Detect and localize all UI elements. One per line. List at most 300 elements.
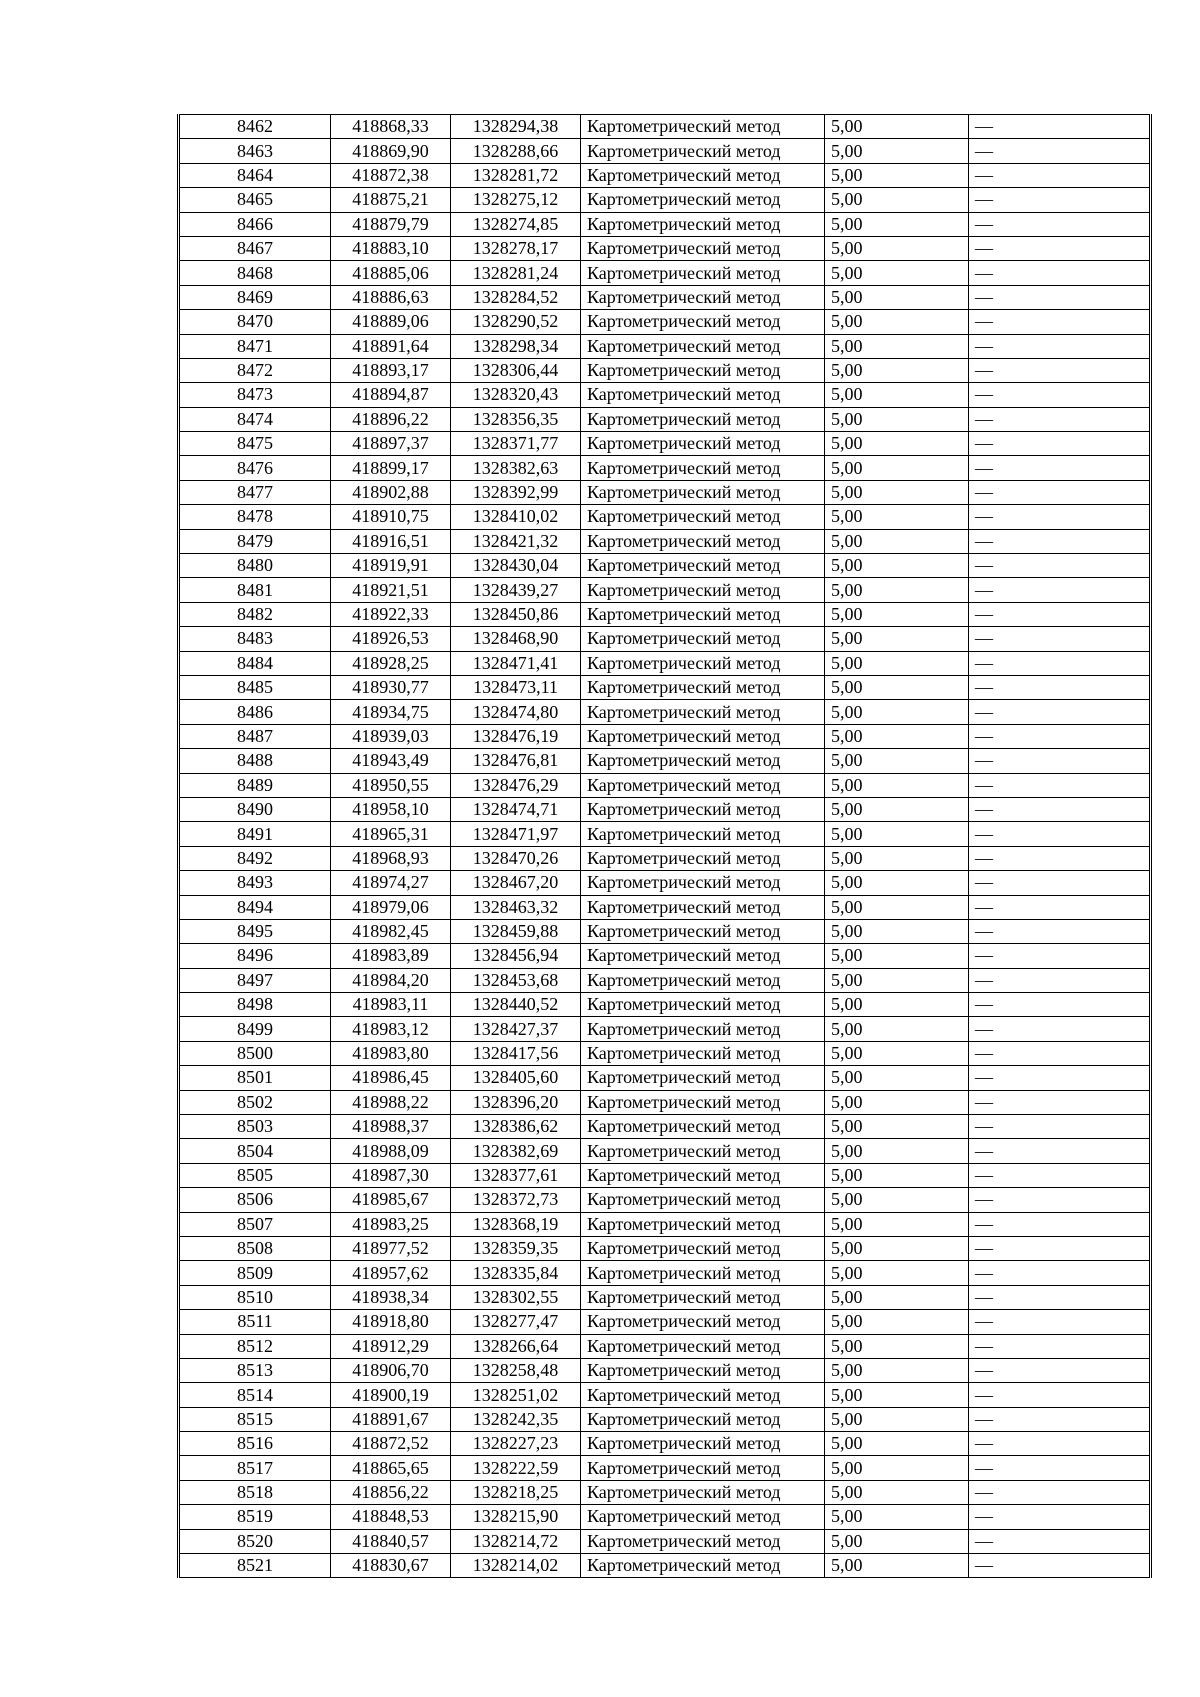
table-row bbox=[179, 724, 1151, 748]
description-cell: — bbox=[969, 1432, 1151, 1456]
x-coordinate-cell: 418910,75 bbox=[331, 505, 451, 529]
point-number-cell: 8496 bbox=[179, 944, 331, 968]
description-cell: — bbox=[969, 1529, 1151, 1553]
table-row bbox=[179, 432, 1151, 456]
precision-cell: 5,00 bbox=[825, 432, 969, 456]
point-number-cell: 8463 bbox=[179, 139, 331, 163]
method-cell: Картометрический метод bbox=[581, 139, 825, 163]
point-number-cell: 8495 bbox=[179, 919, 331, 943]
table-row bbox=[179, 212, 1151, 236]
point-number-cell: 8477 bbox=[179, 480, 331, 504]
method-cell: Картометрический метод bbox=[581, 1066, 825, 1090]
table-row bbox=[179, 968, 1151, 992]
point-number-cell: 8486 bbox=[179, 700, 331, 724]
table-row bbox=[179, 1480, 1151, 1504]
x-coordinate-cell: 418921,51 bbox=[331, 578, 451, 602]
y-coordinate-cell: 1328320,43 bbox=[451, 383, 581, 407]
method-cell: Картометрический метод bbox=[581, 236, 825, 260]
method-cell: Картометрический метод bbox=[581, 749, 825, 773]
y-coordinate-cell: 1328215,90 bbox=[451, 1505, 581, 1529]
description-cell: — bbox=[969, 871, 1151, 895]
precision-cell: 5,00 bbox=[825, 407, 969, 431]
description-cell: — bbox=[969, 1163, 1151, 1187]
method-cell: Картометрический метод bbox=[581, 993, 825, 1017]
table-row bbox=[179, 1212, 1151, 1236]
precision-cell: 5,00 bbox=[825, 602, 969, 626]
x-coordinate-cell: 418982,45 bbox=[331, 919, 451, 943]
point-number-cell: 8498 bbox=[179, 993, 331, 1017]
table-row bbox=[179, 871, 1151, 895]
x-coordinate-cell: 418926,53 bbox=[331, 627, 451, 651]
precision-cell: 5,00 bbox=[825, 1407, 969, 1431]
precision-cell: 5,00 bbox=[825, 188, 969, 212]
table-row bbox=[179, 310, 1151, 334]
description-cell: — bbox=[969, 1358, 1151, 1382]
precision-cell: 5,00 bbox=[825, 846, 969, 870]
x-coordinate-cell: 418919,91 bbox=[331, 554, 451, 578]
precision-cell: 5,00 bbox=[825, 334, 969, 358]
method-cell: Картометрический метод bbox=[581, 1554, 825, 1578]
precision-cell: 5,00 bbox=[825, 1115, 969, 1139]
x-coordinate-cell: 418868,33 bbox=[331, 115, 451, 139]
method-cell: Картометрический метод bbox=[581, 1432, 825, 1456]
description-cell: — bbox=[969, 358, 1151, 382]
precision-cell: 5,00 bbox=[825, 1310, 969, 1334]
point-number-cell: 8491 bbox=[179, 822, 331, 846]
description-cell: — bbox=[969, 1066, 1151, 1090]
description-cell: — bbox=[969, 651, 1151, 675]
y-coordinate-cell: 1328471,41 bbox=[451, 651, 581, 675]
point-number-cell: 8494 bbox=[179, 895, 331, 919]
precision-cell: 5,00 bbox=[825, 1066, 969, 1090]
method-cell: Картометрический метод bbox=[581, 968, 825, 992]
point-number-cell: 8485 bbox=[179, 675, 331, 699]
y-coordinate-cell: 1328218,25 bbox=[451, 1480, 581, 1504]
point-number-cell: 8468 bbox=[179, 261, 331, 285]
y-coordinate-cell: 1328281,72 bbox=[451, 163, 581, 187]
method-cell: Картометрический метод bbox=[581, 480, 825, 504]
y-coordinate-cell: 1328275,12 bbox=[451, 188, 581, 212]
x-coordinate-cell: 418900,19 bbox=[331, 1383, 451, 1407]
table-row bbox=[179, 1090, 1151, 1114]
description-cell: — bbox=[969, 1139, 1151, 1163]
y-coordinate-cell: 1328288,66 bbox=[451, 139, 581, 163]
y-coordinate-cell: 1328473,11 bbox=[451, 675, 581, 699]
x-coordinate-cell: 418987,30 bbox=[331, 1163, 451, 1187]
method-cell: Картометрический метод bbox=[581, 1334, 825, 1358]
table-row bbox=[179, 1139, 1151, 1163]
description-cell: — bbox=[969, 432, 1151, 456]
point-number-cell: 8507 bbox=[179, 1212, 331, 1236]
description-cell: — bbox=[969, 797, 1151, 821]
method-cell: Картометрический метод bbox=[581, 651, 825, 675]
method-cell: Картометрический метод bbox=[581, 1407, 825, 1431]
method-cell: Картометрический метод bbox=[581, 1090, 825, 1114]
precision-cell: 5,00 bbox=[825, 822, 969, 846]
table-row bbox=[179, 236, 1151, 260]
description-cell: — bbox=[969, 602, 1151, 626]
description-cell: — bbox=[969, 480, 1151, 504]
point-number-cell: 8478 bbox=[179, 505, 331, 529]
point-number-cell: 8474 bbox=[179, 407, 331, 431]
precision-cell: 5,00 bbox=[825, 1139, 969, 1163]
point-number-cell: 8502 bbox=[179, 1090, 331, 1114]
y-coordinate-cell: 1328382,63 bbox=[451, 456, 581, 480]
x-coordinate-cell: 418840,57 bbox=[331, 1529, 451, 1553]
table-row bbox=[179, 1163, 1151, 1187]
point-number-cell: 8511 bbox=[179, 1310, 331, 1334]
method-cell: Картометрический метод bbox=[581, 1456, 825, 1480]
table-row bbox=[179, 651, 1151, 675]
point-number-cell: 8521 bbox=[179, 1554, 331, 1578]
method-cell: Картометрический метод bbox=[581, 432, 825, 456]
x-coordinate-cell: 418943,49 bbox=[331, 749, 451, 773]
x-coordinate-cell: 418865,65 bbox=[331, 1456, 451, 1480]
point-number-cell: 8497 bbox=[179, 968, 331, 992]
table-row bbox=[179, 895, 1151, 919]
y-coordinate-cell: 1328392,99 bbox=[451, 480, 581, 504]
precision-cell: 5,00 bbox=[825, 797, 969, 821]
coordinates-table-body bbox=[179, 115, 1151, 1578]
precision-cell: 5,00 bbox=[825, 578, 969, 602]
precision-cell: 5,00 bbox=[825, 675, 969, 699]
y-coordinate-cell: 1328294,38 bbox=[451, 115, 581, 139]
point-number-cell: 8484 bbox=[179, 651, 331, 675]
description-cell: — bbox=[969, 1407, 1151, 1431]
x-coordinate-cell: 418950,55 bbox=[331, 773, 451, 797]
point-number-cell: 8518 bbox=[179, 1480, 331, 1504]
description-cell: — bbox=[969, 1236, 1151, 1260]
x-coordinate-cell: 418883,10 bbox=[331, 236, 451, 260]
precision-cell: 5,00 bbox=[825, 1236, 969, 1260]
method-cell: Картометрический метод bbox=[581, 1480, 825, 1504]
table-row bbox=[179, 1310, 1151, 1334]
method-cell: Картометрический метод bbox=[581, 554, 825, 578]
precision-cell: 5,00 bbox=[825, 700, 969, 724]
description-cell: — bbox=[969, 529, 1151, 553]
point-number-cell: 8465 bbox=[179, 188, 331, 212]
x-coordinate-cell: 418891,67 bbox=[331, 1407, 451, 1431]
point-number-cell: 8500 bbox=[179, 1041, 331, 1065]
point-number-cell: 8503 bbox=[179, 1115, 331, 1139]
method-cell: Картометрический метод bbox=[581, 1041, 825, 1065]
precision-cell: 5,00 bbox=[825, 480, 969, 504]
precision-cell: 5,00 bbox=[825, 1090, 969, 1114]
method-cell: Картометрический метод bbox=[581, 383, 825, 407]
y-coordinate-cell: 1328467,20 bbox=[451, 871, 581, 895]
precision-cell: 5,00 bbox=[825, 993, 969, 1017]
point-number-cell: 8480 bbox=[179, 554, 331, 578]
point-number-cell: 8475 bbox=[179, 432, 331, 456]
y-coordinate-cell: 1328222,59 bbox=[451, 1456, 581, 1480]
description-cell: — bbox=[969, 1212, 1151, 1236]
description-cell: — bbox=[969, 285, 1151, 309]
point-number-cell: 8473 bbox=[179, 383, 331, 407]
x-coordinate-cell: 418983,11 bbox=[331, 993, 451, 1017]
table-row bbox=[179, 773, 1151, 797]
y-coordinate-cell: 1328476,29 bbox=[451, 773, 581, 797]
table-row bbox=[179, 1383, 1151, 1407]
description-cell: — bbox=[969, 749, 1151, 773]
table-row bbox=[179, 285, 1151, 309]
precision-cell: 5,00 bbox=[825, 1334, 969, 1358]
x-coordinate-cell: 418988,09 bbox=[331, 1139, 451, 1163]
precision-cell: 5,00 bbox=[825, 1358, 969, 1382]
description-cell: — bbox=[969, 627, 1151, 651]
table-row bbox=[179, 1115, 1151, 1139]
description-cell: — bbox=[969, 310, 1151, 334]
method-cell: Картометрический метод bbox=[581, 1017, 825, 1041]
method-cell: Картометрический метод bbox=[581, 212, 825, 236]
description-cell: — bbox=[969, 919, 1151, 943]
description-cell: — bbox=[969, 554, 1151, 578]
y-coordinate-cell: 1328471,97 bbox=[451, 822, 581, 846]
precision-cell: 5,00 bbox=[825, 1285, 969, 1309]
method-cell: Картометрический метод bbox=[581, 358, 825, 382]
x-coordinate-cell: 418902,88 bbox=[331, 480, 451, 504]
y-coordinate-cell: 1328410,02 bbox=[451, 505, 581, 529]
precision-cell: 5,00 bbox=[825, 139, 969, 163]
y-coordinate-cell: 1328405,60 bbox=[451, 1066, 581, 1090]
precision-cell: 5,00 bbox=[825, 1529, 969, 1553]
method-cell: Картометрический метод bbox=[581, 505, 825, 529]
table-row bbox=[179, 529, 1151, 553]
method-cell: Картометрический метод bbox=[581, 163, 825, 187]
point-number-cell: 8467 bbox=[179, 236, 331, 260]
point-number-cell: 8515 bbox=[179, 1407, 331, 1431]
precision-cell: 5,00 bbox=[825, 627, 969, 651]
table-row bbox=[179, 505, 1151, 529]
precision-cell: 5,00 bbox=[825, 1383, 969, 1407]
precision-cell: 5,00 bbox=[825, 944, 969, 968]
x-coordinate-cell: 418934,75 bbox=[331, 700, 451, 724]
precision-cell: 5,00 bbox=[825, 383, 969, 407]
description-cell: — bbox=[969, 163, 1151, 187]
x-coordinate-cell: 418983,25 bbox=[331, 1212, 451, 1236]
description-cell: — bbox=[969, 383, 1151, 407]
x-coordinate-cell: 418899,17 bbox=[331, 456, 451, 480]
description-cell: — bbox=[969, 1334, 1151, 1358]
y-coordinate-cell: 1328372,73 bbox=[451, 1188, 581, 1212]
x-coordinate-cell: 418983,80 bbox=[331, 1041, 451, 1065]
x-coordinate-cell: 418986,45 bbox=[331, 1066, 451, 1090]
x-coordinate-cell: 418918,80 bbox=[331, 1310, 451, 1334]
point-number-cell: 8519 bbox=[179, 1505, 331, 1529]
y-coordinate-cell: 1328440,52 bbox=[451, 993, 581, 1017]
x-coordinate-cell: 418830,67 bbox=[331, 1554, 451, 1578]
y-coordinate-cell: 1328427,37 bbox=[451, 1017, 581, 1041]
x-coordinate-cell: 418897,37 bbox=[331, 432, 451, 456]
y-coordinate-cell: 1328474,80 bbox=[451, 700, 581, 724]
method-cell: Картометрический метод bbox=[581, 578, 825, 602]
description-cell: — bbox=[969, 212, 1151, 236]
description-cell: — bbox=[969, 675, 1151, 699]
point-number-cell: 8506 bbox=[179, 1188, 331, 1212]
precision-cell: 5,00 bbox=[825, 895, 969, 919]
description-cell: — bbox=[969, 944, 1151, 968]
point-number-cell: 8493 bbox=[179, 871, 331, 895]
precision-cell: 5,00 bbox=[825, 749, 969, 773]
y-coordinate-cell: 1328476,81 bbox=[451, 749, 581, 773]
y-coordinate-cell: 1328227,23 bbox=[451, 1432, 581, 1456]
method-cell: Картометрический метод bbox=[581, 797, 825, 821]
point-number-cell: 8520 bbox=[179, 1529, 331, 1553]
table-row bbox=[179, 554, 1151, 578]
y-coordinate-cell: 1328417,56 bbox=[451, 1041, 581, 1065]
precision-cell: 5,00 bbox=[825, 919, 969, 943]
precision-cell: 5,00 bbox=[825, 212, 969, 236]
y-coordinate-cell: 1328266,64 bbox=[451, 1334, 581, 1358]
y-coordinate-cell: 1328463,32 bbox=[451, 895, 581, 919]
point-number-cell: 8499 bbox=[179, 1017, 331, 1041]
precision-cell: 5,00 bbox=[825, 456, 969, 480]
precision-cell: 5,00 bbox=[825, 651, 969, 675]
table-row bbox=[179, 944, 1151, 968]
precision-cell: 5,00 bbox=[825, 1456, 969, 1480]
table-row bbox=[179, 1236, 1151, 1260]
x-coordinate-cell: 418984,20 bbox=[331, 968, 451, 992]
method-cell: Картометрический метод bbox=[581, 773, 825, 797]
y-coordinate-cell: 1328453,68 bbox=[451, 968, 581, 992]
x-coordinate-cell: 418889,06 bbox=[331, 310, 451, 334]
y-coordinate-cell: 1328459,88 bbox=[451, 919, 581, 943]
precision-cell: 5,00 bbox=[825, 310, 969, 334]
table-row bbox=[179, 749, 1151, 773]
method-cell: Картометрический метод bbox=[581, 285, 825, 309]
description-cell: — bbox=[969, 1115, 1151, 1139]
precision-cell: 5,00 bbox=[825, 724, 969, 748]
point-number-cell: 8501 bbox=[179, 1066, 331, 1090]
table-row bbox=[179, 1285, 1151, 1309]
method-cell: Картометрический метод bbox=[581, 115, 825, 139]
method-cell: Картометрический метод bbox=[581, 334, 825, 358]
precision-cell: 5,00 bbox=[825, 968, 969, 992]
precision-cell: 5,00 bbox=[825, 115, 969, 139]
table-row bbox=[179, 1188, 1151, 1212]
description-cell: — bbox=[969, 724, 1151, 748]
description-cell: — bbox=[969, 1017, 1151, 1041]
x-coordinate-cell: 418886,63 bbox=[331, 285, 451, 309]
x-coordinate-cell: 418930,77 bbox=[331, 675, 451, 699]
x-coordinate-cell: 418906,70 bbox=[331, 1358, 451, 1382]
table-row bbox=[179, 456, 1151, 480]
x-coordinate-cell: 418848,53 bbox=[331, 1505, 451, 1529]
method-cell: Картометрический метод bbox=[581, 1115, 825, 1139]
x-coordinate-cell: 418979,06 bbox=[331, 895, 451, 919]
y-coordinate-cell: 1328251,02 bbox=[451, 1383, 581, 1407]
description-cell: — bbox=[969, 1041, 1151, 1065]
table-row bbox=[179, 1017, 1151, 1041]
description-cell: — bbox=[969, 456, 1151, 480]
table-row bbox=[179, 627, 1151, 651]
description-cell: — bbox=[969, 188, 1151, 212]
x-coordinate-cell: 418869,90 bbox=[331, 139, 451, 163]
description-cell: — bbox=[969, 334, 1151, 358]
precision-cell: 5,00 bbox=[825, 285, 969, 309]
description-cell: — bbox=[969, 993, 1151, 1017]
x-coordinate-cell: 418928,25 bbox=[331, 651, 451, 675]
method-cell: Картометрический метод bbox=[581, 529, 825, 553]
method-cell: Картометрический метод bbox=[581, 944, 825, 968]
description-cell: — bbox=[969, 1554, 1151, 1578]
table-row bbox=[179, 797, 1151, 821]
y-coordinate-cell: 1328468,90 bbox=[451, 627, 581, 651]
table-row bbox=[179, 480, 1151, 504]
point-number-cell: 8517 bbox=[179, 1456, 331, 1480]
table-row bbox=[179, 1066, 1151, 1090]
precision-cell: 5,00 bbox=[825, 554, 969, 578]
method-cell: Картометрический метод bbox=[581, 700, 825, 724]
table-row bbox=[179, 1456, 1151, 1480]
y-coordinate-cell: 1328470,26 bbox=[451, 846, 581, 870]
x-coordinate-cell: 418875,21 bbox=[331, 188, 451, 212]
precision-cell: 5,00 bbox=[825, 1188, 969, 1212]
y-coordinate-cell: 1328476,19 bbox=[451, 724, 581, 748]
y-coordinate-cell: 1328214,72 bbox=[451, 1529, 581, 1553]
table-row bbox=[179, 1358, 1151, 1382]
point-number-cell: 8490 bbox=[179, 797, 331, 821]
precision-cell: 5,00 bbox=[825, 1017, 969, 1041]
method-cell: Картометрический метод bbox=[581, 1212, 825, 1236]
method-cell: Картометрический метод bbox=[581, 310, 825, 334]
precision-cell: 5,00 bbox=[825, 358, 969, 382]
table-row bbox=[179, 1529, 1151, 1553]
method-cell: Картометрический метод bbox=[581, 1310, 825, 1334]
x-coordinate-cell: 418922,33 bbox=[331, 602, 451, 626]
x-coordinate-cell: 418893,17 bbox=[331, 358, 451, 382]
x-coordinate-cell: 418894,87 bbox=[331, 383, 451, 407]
precision-cell: 5,00 bbox=[825, 1432, 969, 1456]
method-cell: Картометрический метод bbox=[581, 407, 825, 431]
method-cell: Картометрический метод bbox=[581, 1236, 825, 1260]
table-row bbox=[179, 1261, 1151, 1285]
table-row bbox=[179, 1407, 1151, 1431]
description-cell: — bbox=[969, 1456, 1151, 1480]
x-coordinate-cell: 418983,12 bbox=[331, 1017, 451, 1041]
precision-cell: 5,00 bbox=[825, 1041, 969, 1065]
point-number-cell: 8483 bbox=[179, 627, 331, 651]
y-coordinate-cell: 1328377,61 bbox=[451, 1163, 581, 1187]
method-cell: Картометрический метод bbox=[581, 1163, 825, 1187]
method-cell: Картометрический метод bbox=[581, 1285, 825, 1309]
table-row bbox=[179, 334, 1151, 358]
table-row bbox=[179, 383, 1151, 407]
method-cell: Картометрический метод bbox=[581, 822, 825, 846]
point-number-cell: 8466 bbox=[179, 212, 331, 236]
table-row bbox=[179, 602, 1151, 626]
y-coordinate-cell: 1328284,52 bbox=[451, 285, 581, 309]
table-row bbox=[179, 358, 1151, 382]
coordinates-table bbox=[177, 114, 1152, 1578]
y-coordinate-cell: 1328306,44 bbox=[451, 358, 581, 382]
x-coordinate-cell: 418939,03 bbox=[331, 724, 451, 748]
description-cell: — bbox=[969, 578, 1151, 602]
table-row bbox=[179, 115, 1151, 139]
x-coordinate-cell: 418885,06 bbox=[331, 261, 451, 285]
x-coordinate-cell: 418977,52 bbox=[331, 1236, 451, 1260]
x-coordinate-cell: 418957,62 bbox=[331, 1261, 451, 1285]
y-coordinate-cell: 1328439,27 bbox=[451, 578, 581, 602]
point-number-cell: 8471 bbox=[179, 334, 331, 358]
method-cell: Картометрический метод bbox=[581, 261, 825, 285]
y-coordinate-cell: 1328359,35 bbox=[451, 1236, 581, 1260]
point-number-cell: 8516 bbox=[179, 1432, 331, 1456]
table-row bbox=[179, 822, 1151, 846]
point-number-cell: 8487 bbox=[179, 724, 331, 748]
precision-cell: 5,00 bbox=[825, 163, 969, 187]
precision-cell: 5,00 bbox=[825, 1554, 969, 1578]
precision-cell: 5,00 bbox=[825, 773, 969, 797]
